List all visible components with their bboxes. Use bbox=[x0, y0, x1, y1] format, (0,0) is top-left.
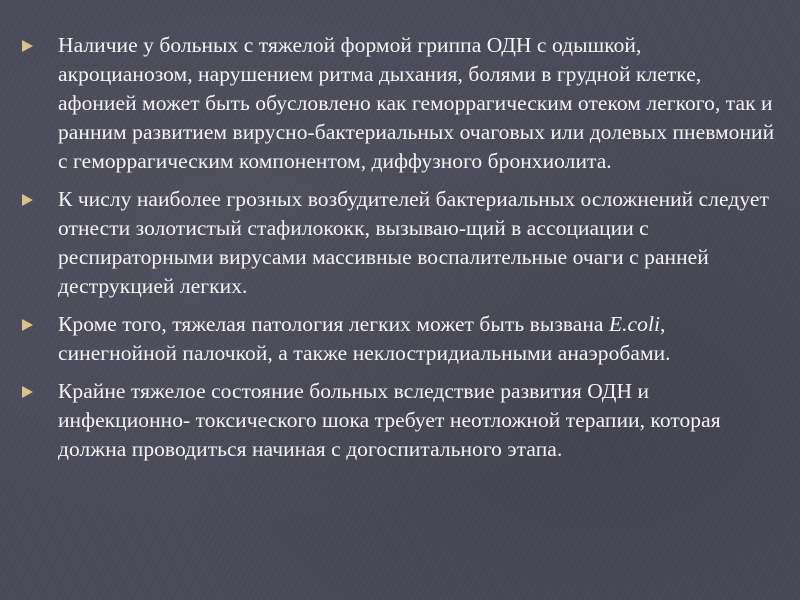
bullet-text-1: Наличие у больных с тяжелой формой гриппа ОДН с одышкой, акроцианозом, нарушением ритма дыхания, болями в грудной клетке, афонией может быть обусловлено как геморрагическим отеком легкого, так и ранним развитием вирусно-бактериальных очаговых или долевых пневмоний с геморрагическим компонентом, диффузного бронхиолита. bbox=[58, 33, 775, 173]
bullet-text-3-before: Кроме того, тяжелая патология легких может быть вызвана bbox=[58, 312, 609, 336]
bullet-item-4 bbox=[20, 377, 780, 464]
bullet-list bbox=[20, 31, 780, 473]
bullet-text-2: К числу наиболее грозных возбудителей бактериальных осложнений следует отнести золотистый стафилококк, вызываю-щий в ассоциации с респираторными вирусами массивные воспалительные очаги с ранней деструкцией легких. bbox=[58, 187, 769, 298]
bullet-item-3 bbox=[20, 310, 780, 368]
bullet-item-1 bbox=[20, 31, 780, 176]
bullet-text-3-italic: E.coli bbox=[608, 312, 661, 336]
triangle-bullet-icon bbox=[22, 386, 33, 398]
triangle-bullet-icon bbox=[22, 319, 33, 331]
bullet-item-2 bbox=[20, 185, 780, 301]
triangle-bullet-icon bbox=[22, 194, 33, 206]
bullet-text-3-after: , синегнойной палочкой, а также неклостридиальными анаэробами. bbox=[58, 312, 671, 365]
bullet-text-4: Крайне тяжелое состояние больных вследствие развития ОДН и инфекционно- токсического шока требует неотложной терапии, которая должна проводиться начиная с догоспитального этапа. bbox=[58, 379, 721, 461]
triangle-bullet-icon bbox=[22, 40, 33, 52]
